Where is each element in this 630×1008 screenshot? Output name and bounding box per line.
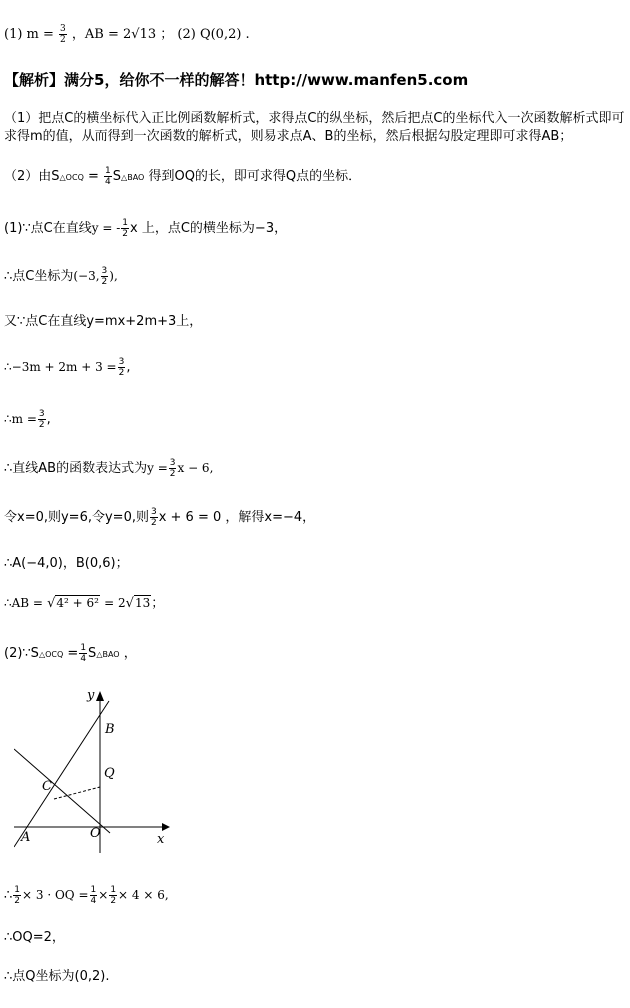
analysis-part-2: （2）由S△OCQ = $\frac{1}{4}$ S△BAO 得到OQ的长，即可求得Q点的坐标． xyxy=(4,166,362,187)
solution-line-8: ∴A(−4,0)，B(0,6)； xyxy=(4,556,129,571)
solution-line-9: ∴AB = √4² + 6² = 2√13； xyxy=(4,596,165,611)
label-c: C xyxy=(42,779,52,794)
label-o: O xyxy=(90,826,101,841)
solution-line-2: ∴点C坐标为(−3, $\frac{3}{2}$ ), xyxy=(4,266,118,287)
solution-line-11: ∴ $\frac{1}{2}$ × 3 · OQ = $\frac{1}{4}$ × $\frac{1}{2}$ × 4 × 6, xyxy=(4,885,169,906)
solution-line-4: ∴−3m + 2m + 3 = $\frac{3}{2}$ , xyxy=(4,357,131,378)
answer-line xyxy=(4,24,250,45)
label-y: y xyxy=(87,688,95,703)
label-q: Q xyxy=(104,766,115,781)
y-axis-arrow-icon xyxy=(96,691,104,701)
segment-cq xyxy=(54,787,100,799)
answer-q: (2) Q(0,2) . xyxy=(177,27,250,42)
answer-m-fraction: $\frac{3}{2}$ xyxy=(60,24,66,45)
label-x: x xyxy=(157,832,165,847)
solution-line-13: ∴点Q坐标为(0,2). xyxy=(4,969,110,984)
solution-line-1: (1)∵点C在直线y = - $\frac{1}{2}$ x 上，点C的横坐标为−3， xyxy=(4,218,288,239)
analysis-part-1: （1）把点C的横坐标代入正比例函数解析式，求得点C的纵坐标，然后把点C的坐标代入一次函数解析式即可求得m的值，从而得到一次函数的解析式，则易求点A、B的坐标，然后根据勾股定理即可求得AB； xyxy=(4,111,625,144)
analysis-header: 【解析】满分5，给你不一样的解答！http://www.manfen5.com xyxy=(4,71,469,89)
coordinate-figure xyxy=(14,683,194,853)
solution-line-3: 又∵点C在直线y=mx+2m+3上， xyxy=(4,314,203,329)
label-b: B xyxy=(105,722,115,737)
solution-line-10: (2)∵S△OCQ = $\frac{1}{4}$ S△BAO ， xyxy=(4,643,137,664)
answer-m-prefix: (1) m = xyxy=(4,27,54,42)
solution-line-5: ∴m = $\frac{3}{2}$ , xyxy=(4,409,51,430)
solution-line-7: 令x=0,则y=6,令y=0,则 $\frac{3}{2}$ x + 6 = 0 ，解得x=−4， xyxy=(4,507,316,528)
answer-ab: ，AB = 2√13 ； xyxy=(71,27,174,42)
x-axis-arrow-icon xyxy=(162,823,170,831)
solution-line-6: ∴直线AB的函数表达式为y = $\frac{3}{2}$ x − 6, xyxy=(4,458,214,479)
label-a: A xyxy=(21,830,31,845)
solution-line-12: ∴OQ=2， xyxy=(4,930,65,945)
line-oc xyxy=(14,749,110,833)
